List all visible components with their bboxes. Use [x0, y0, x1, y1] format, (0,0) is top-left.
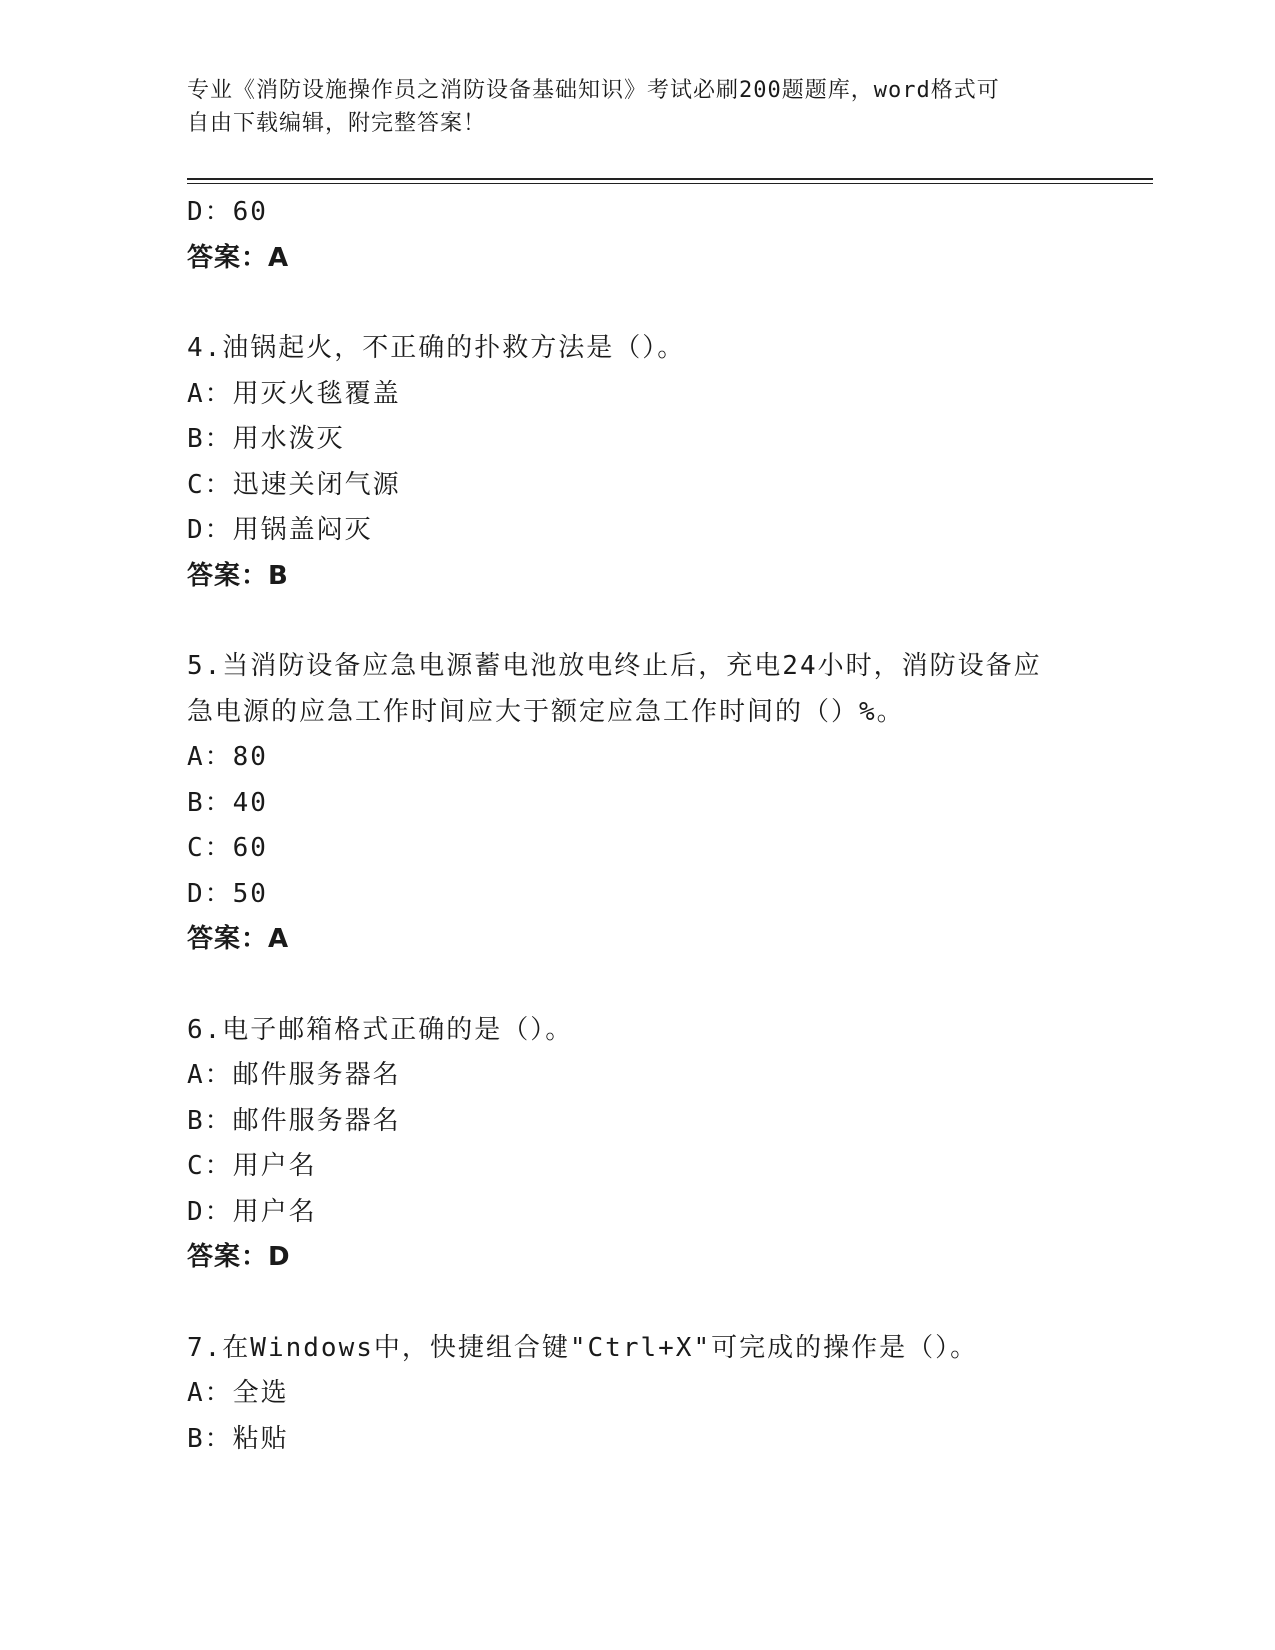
- header-divider-thick: [187, 178, 1153, 180]
- question-stem: 6.电子邮箱格式正确的是（）。: [187, 1014, 574, 1045]
- document-header: [187, 74, 1067, 140]
- option-a: A：80: [187, 742, 268, 772]
- option-a: A：邮件服务器名: [187, 1060, 401, 1090]
- option-b: B：粘贴: [187, 1423, 289, 1454]
- question-stem: 5.当消防设备应急电源蓄电池放电终止后，充电24小时，消防设备应: [187, 651, 1042, 681]
- question-stem: 7.在Windows中，快捷组合键"Ctrl+X"可完成的操作是（）。: [187, 1332, 979, 1363]
- question-stem: 4.油锅起火，不正确的扑救方法是（）。: [187, 333, 686, 363]
- option-b: B：用水泼灭: [187, 424, 345, 454]
- question-stem-continued: 急电源的应急工作时间应大于额定应急工作时间的（）%。: [187, 696, 905, 727]
- answer-label: 答案：A: [187, 924, 290, 954]
- header-line-2: 自由下载编辑，附完整答案！: [187, 111, 487, 136]
- option-a: A：全选: [187, 1378, 289, 1408]
- answer-label: 答案：A: [187, 242, 290, 273]
- answer-label: 答案：D: [187, 1242, 291, 1272]
- question-4: [187, 326, 1087, 599]
- option-d: D：用户名: [187, 1196, 317, 1227]
- option-a: A：用灭火毯覆盖: [187, 378, 401, 409]
- question-7: [187, 1326, 1087, 1463]
- question-5: [187, 644, 1087, 963]
- option-c: C：用户名: [187, 1151, 317, 1181]
- question-6: [187, 1008, 1087, 1281]
- option-b: B：邮件服务器名: [187, 1105, 401, 1136]
- answer-label: 答案：B: [187, 560, 289, 591]
- header-divider-thin: [187, 183, 1153, 184]
- option-c: C：60: [187, 833, 268, 863]
- header-line-1: 专业《消防设施操作员之消防设备基础知识》考试必刷200题题库，word格式可: [187, 78, 1000, 103]
- option-c: C：迅速关闭气源: [187, 469, 401, 500]
- option-b: B：40: [187, 787, 268, 818]
- option-d: D：用锅盖闷灭: [187, 515, 373, 545]
- option-d: D：50: [187, 878, 268, 909]
- question-list: [187, 190, 1087, 1462]
- option-d: D：60: [187, 197, 268, 227]
